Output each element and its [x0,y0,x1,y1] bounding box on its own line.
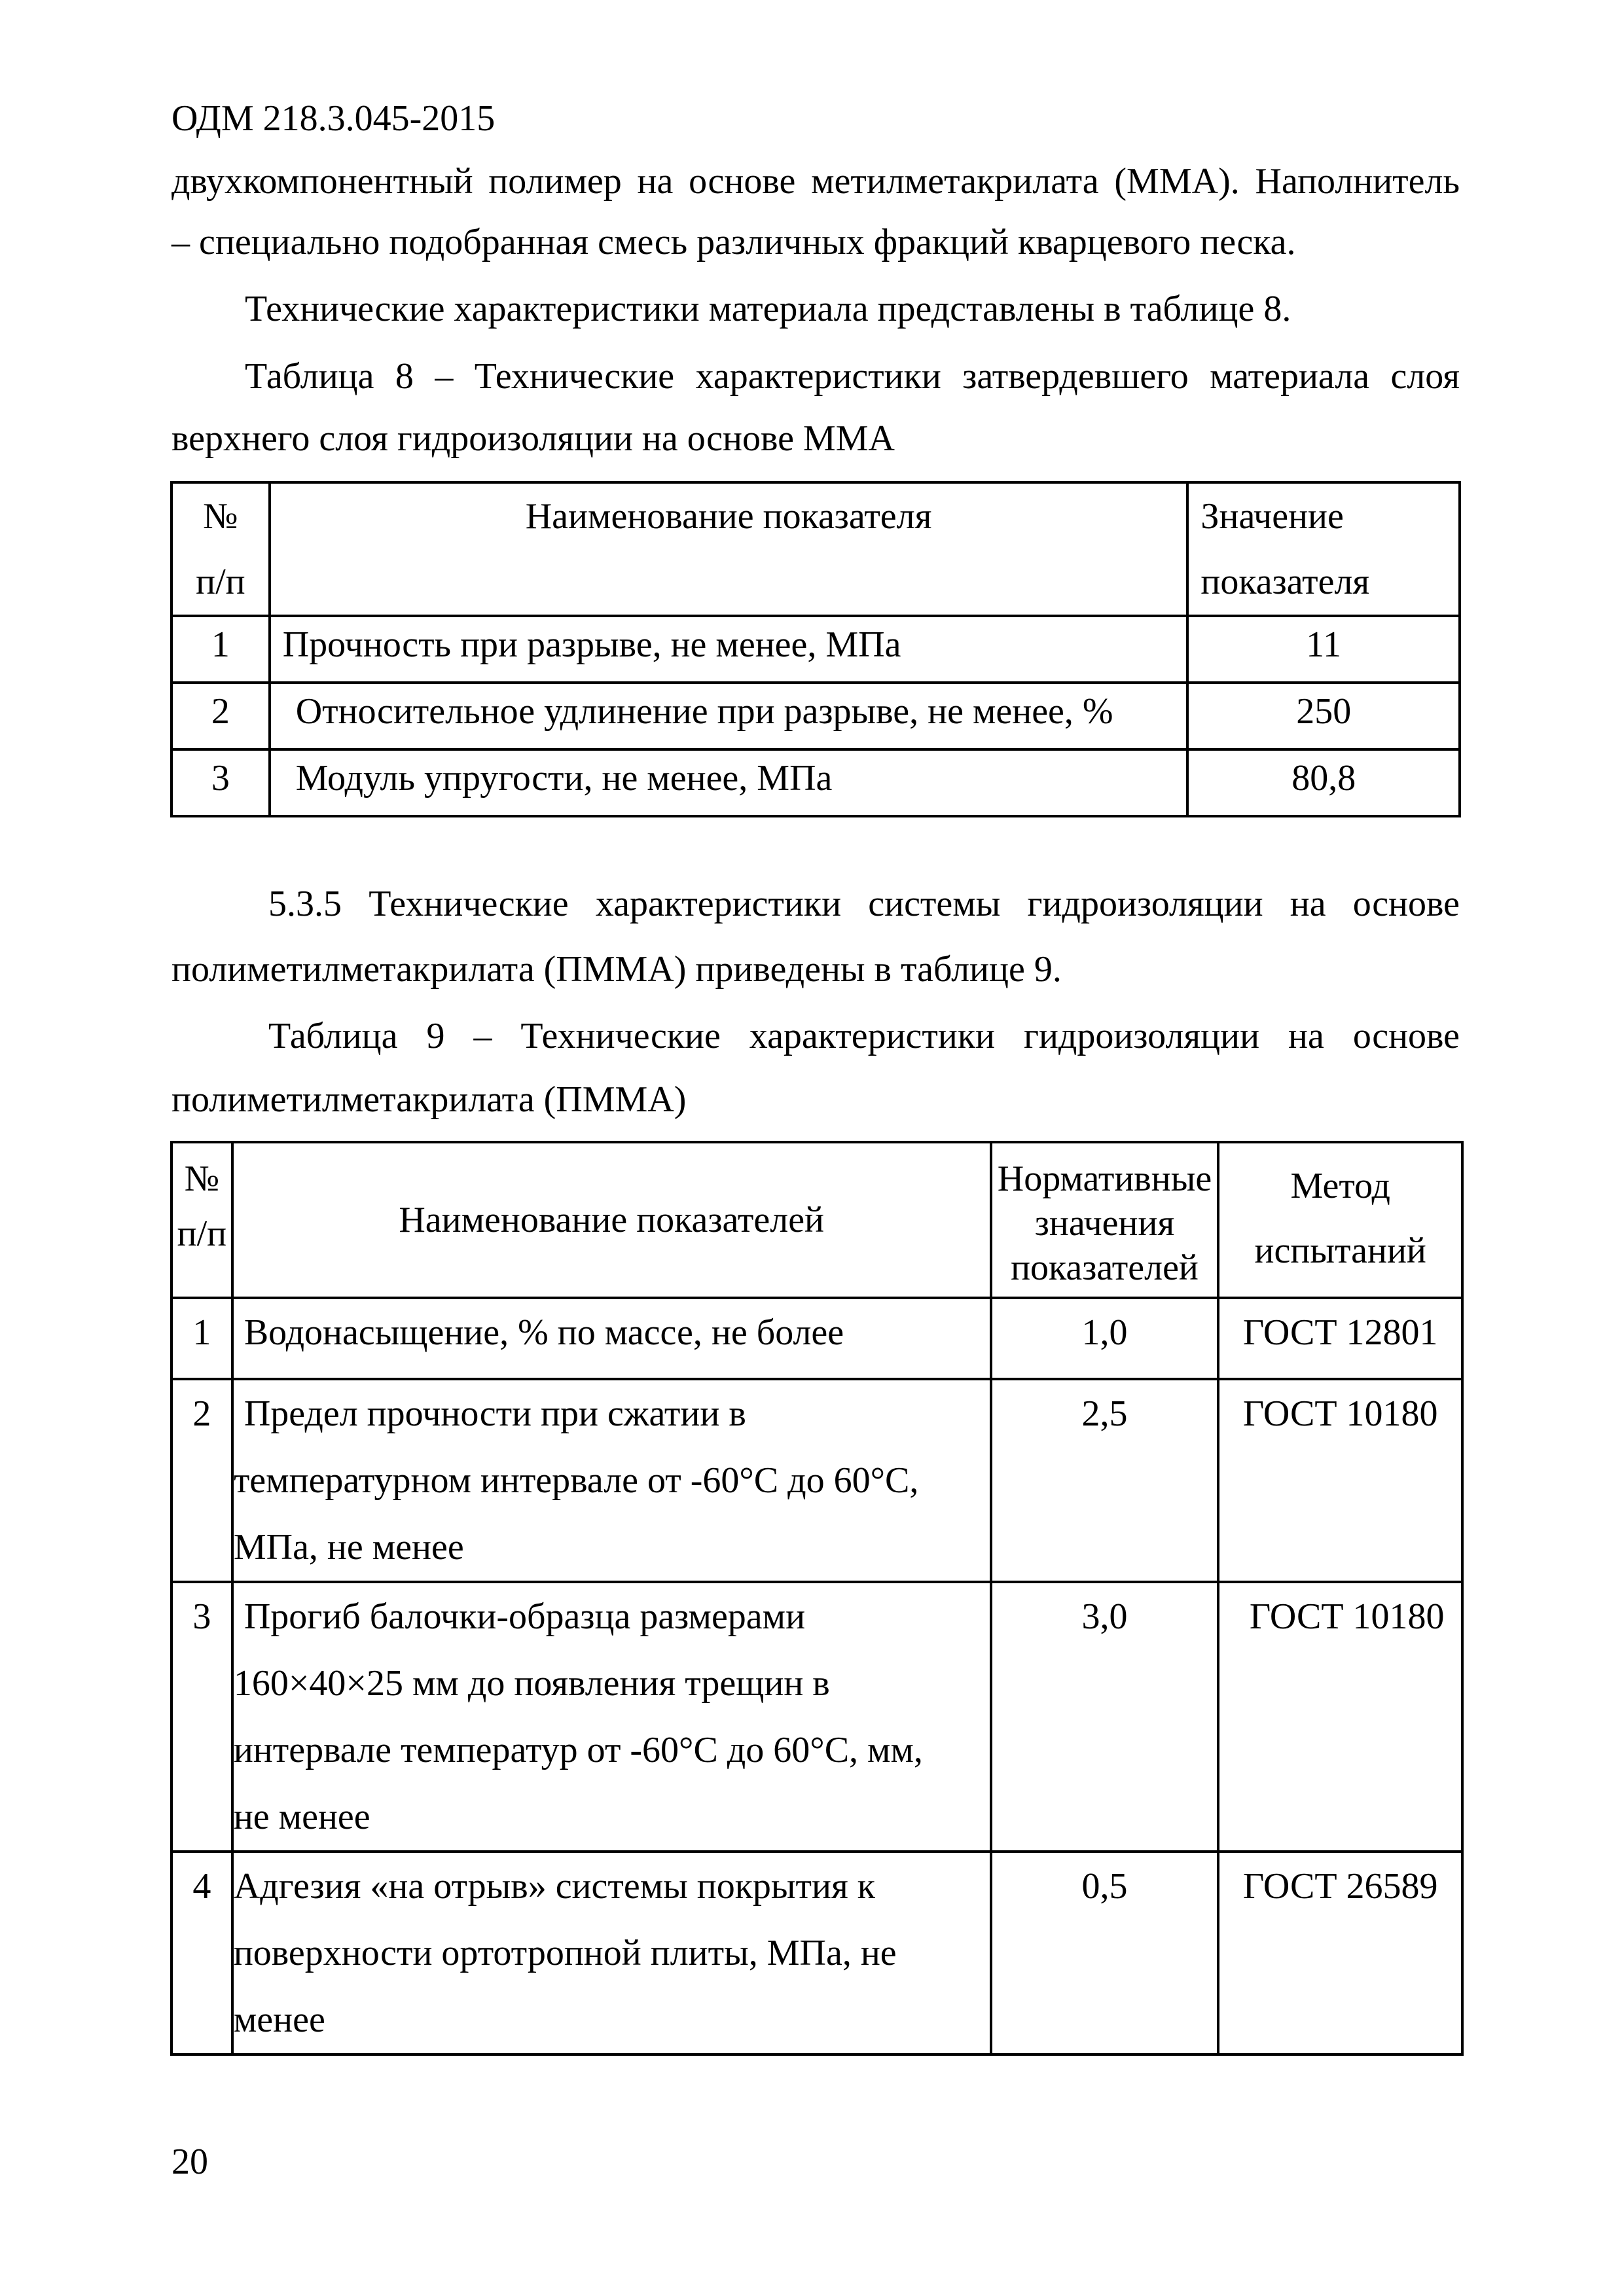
row-name [232,1379,991,1582]
header-norm-line-3: показателей [1011,1247,1199,1288]
row-name-line: Прогиб балочки-образца размерами [244,1596,806,1637]
table9-header-method [1218,1142,1462,1298]
header-method-line-2: испытаний [1254,1230,1426,1271]
row-name-line: интервале температур от -60°С до 60°С, мм, [233,1730,923,1770]
table8-header-row [171,482,1460,616]
table-row [171,1379,1462,1582]
table-row [171,616,1460,683]
row-name: Модуль упругости, не менее, МПа [270,749,1188,816]
row-method: ГОСТ 12801 [1218,1298,1462,1379]
section-line-2: полиметилметакрилата (ПММА) приведены в таблице 9. [171,949,1062,990]
row-name: Водонасыщение, % по массе, не более [232,1298,991,1379]
row-name [232,1852,991,2054]
section-line-1: 5.3.5 Технические характеристики системы гидроизоляции на основе [268,884,1460,924]
table-8 [170,481,1461,817]
table-row [171,1298,1462,1379]
page-number: 20 [171,2142,208,2182]
header-method-line-1: Метод [1290,1166,1390,1206]
header-name-text: Наименование показателей [399,1200,825,1240]
row-name-line: поверхности ортотропной плиты, МПа, не [233,1933,897,1973]
table9-header-norm [991,1142,1219,1298]
row-value: 80,8 [1187,749,1460,816]
row-num: 3 [171,749,270,816]
row-name-line: Предел прочности при сжатии в [244,1393,746,1434]
row-value: 2,5 [991,1379,1219,1582]
row-name-line: температурном интервале от -60°С до 60°С, [233,1460,919,1501]
row-name-line: не менее [233,1797,370,1837]
document-code: ОДМ 218.3.045-2015 [171,98,496,139]
row-num: 4 [171,1852,232,2054]
row-method: ГОСТ 10180 [1218,1582,1462,1852]
row-num: 1 [171,616,270,683]
row-value: 11 [1187,616,1460,683]
table9-caption-line-2: полиметилметакрилата (ПММА) [171,1079,687,1120]
header-norm-line-1: Нормативные [997,1158,1212,1199]
header-num-symbol: № [203,496,238,537]
header-value-line-1: Значение [1200,496,1344,537]
table-row [171,1582,1462,1852]
row-method: ГОСТ 26589 [1218,1852,1462,2054]
table9-header-row [171,1142,1462,1298]
table-row [171,749,1460,816]
table9-caption-line-1: Таблица 9 – Технические характеристики гидроизоляции на основе [268,1016,1460,1056]
header-num-pp: п/п [177,1213,227,1254]
row-value: 1,0 [991,1298,1219,1379]
table-row [171,1852,1462,2054]
row-num: 1 [171,1298,232,1379]
row-name [232,1582,991,1852]
table8-header-num [171,482,270,616]
header-norm-line-2: значения [1034,1203,1175,1244]
table-9 [170,1141,1464,2056]
row-name-line: 160×40×25 мм до появления трещин в [233,1663,830,1704]
header-name-text: Наименование показателя [525,496,932,537]
row-name: Относительное удлинение при разрыве, не менее, % [270,683,1188,749]
header-num-symbol: № [184,1158,220,1199]
row-value: 250 [1187,683,1460,749]
row-value: 3,0 [991,1582,1219,1852]
row-value: 0,5 [991,1852,1219,2054]
intro-line-2: – специально подобранная смесь различных фракций кварцевого песка. [171,222,1296,262]
row-num: 2 [171,1379,232,1582]
table8-caption-line-2: верхнего слоя гидроизоляции на основе ММА [171,418,895,459]
table-row [171,683,1460,749]
intro-line-1: двухкомпонентный полимер на основе метилметакрилата (ММА). Наполнитель [171,161,1460,202]
row-num: 2 [171,683,270,749]
table8-header-value [1187,482,1460,616]
row-name-line: МПа, не менее [233,1527,464,1568]
table9-header-num [171,1142,232,1298]
row-name: Прочность при разрыве, не менее, МПа [270,616,1188,683]
table8-header-name [270,482,1188,616]
row-num: 3 [171,1582,232,1852]
row-method: ГОСТ 10180 [1218,1379,1462,1582]
header-num-pp: п/п [196,562,245,602]
header-value-line-2: показателя [1200,562,1370,602]
table9-header-name [232,1142,991,1298]
row-name-line: Адгезия «на отрыв» системы покрытия к [233,1866,875,1907]
row-name-line: менее [233,2000,325,2040]
intro-line-3: Технические характеристики материала представлены в таблице 8. [245,289,1291,329]
table8-caption-line-1: Таблица 8 – Технические характеристики затвердевшего материала слоя [245,356,1460,397]
